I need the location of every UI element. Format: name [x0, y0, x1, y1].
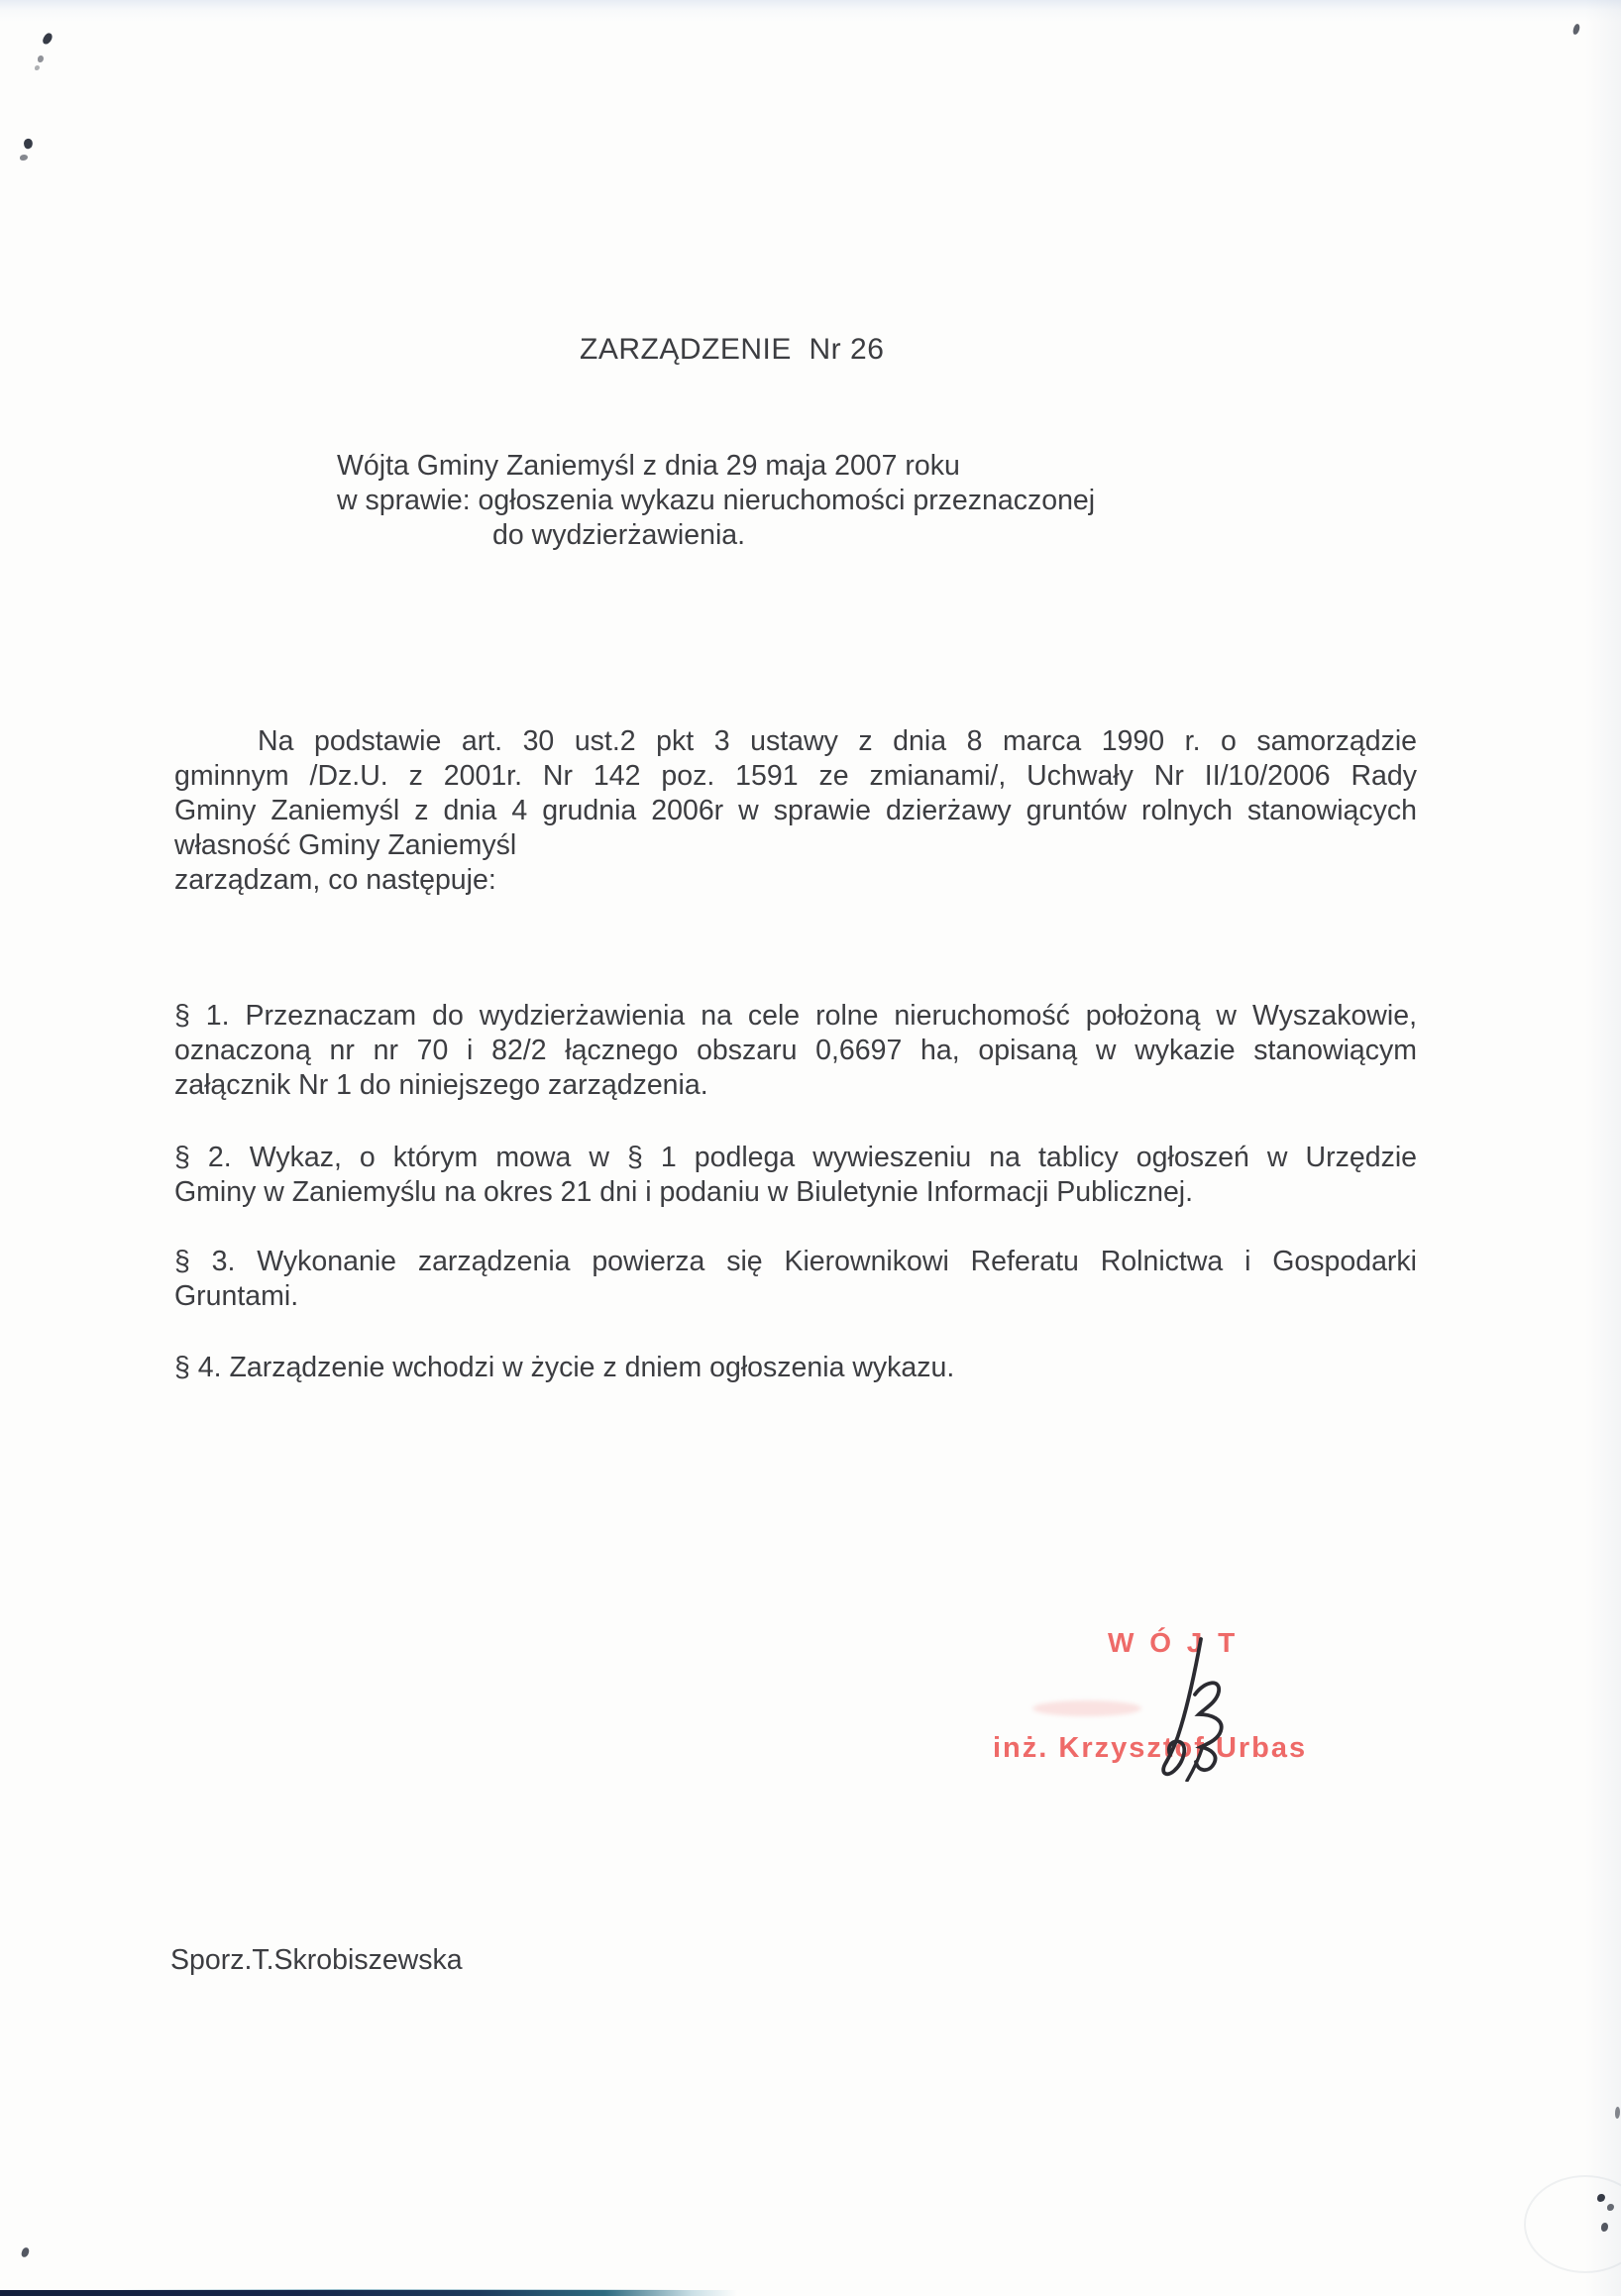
document-title: ZARZĄDZENIE Nr 26	[580, 333, 885, 366]
preamble-line: Na podstawie art. 30 ust.2 pkt 3 ustawy z dnia 8 marca 1990 r. o samorządzie	[258, 725, 1417, 757]
ordaining-clause: zarządzam, co następuje:	[174, 864, 496, 896]
ink-speck	[1572, 23, 1580, 35]
section-1-paragraph	[174, 999, 1417, 1103]
ink-speck	[20, 155, 28, 161]
ink-speck	[21, 2246, 30, 2257]
section-line: § 4. Zarządzenie wchodzi w życie z dniem ogłoszenia wykazu.	[174, 1352, 955, 1383]
preamble-line: Gminy Zaniemyśl z dnia 4 grudnia 2006r w sprawie dzierżawy gruntów rolnych stanowiących	[174, 795, 1417, 826]
handwritten-signature	[1135, 1635, 1246, 1782]
section-line: Gminy w Zaniemyślu na okres 21 dni i podaniu w Biuletynie Informacji Publicznej.	[174, 1176, 1194, 1208]
stamp-ink-smudge	[1032, 1700, 1141, 1716]
section-line: Gruntami.	[174, 1280, 299, 1312]
section-line: § 2. Wykaz, o którym mowa w § 1 podlega wywieszeniu na tablicy ogłoszeń w Urzędzie	[174, 1142, 1417, 1173]
ink-speck	[42, 32, 54, 46]
subject-line-2: w sprawie: ogłoszenia wykazu nieruchomości przeznaczonej	[337, 485, 1096, 516]
prepared-by-note: Sporz.T.Skrobiszewska	[170, 1944, 463, 1976]
preamble-paragraph	[174, 724, 1417, 898]
subject-line-1: Wójta Gminy Zaniemyśl z dnia 29 maja 2007 roku	[337, 450, 960, 482]
section-line: załącznik Nr 1 do niniejszego zarządzenia.	[174, 1069, 708, 1101]
section-3-paragraph	[174, 1245, 1417, 1314]
wojt-stamp-title: W Ó J T	[1108, 1627, 1240, 1658]
document-subject-block	[337, 449, 1130, 553]
ink-speck	[38, 55, 44, 62]
signatory-name-stamp: inż. Krzysztof Urbas	[993, 1732, 1308, 1764]
section-line: § 3. Wykonanie zarządzenia powierza się Kierownikowi Referatu Rolnictwa i Gospodarki	[174, 1246, 1417, 1277]
section-line: oznaczoną nr nr 70 i 82/2 łącznego obszaru 0,6697 ha, opisaną w wykazie stanowiącym	[174, 1035, 1417, 1066]
scan-edge-shading	[1585, 0, 1621, 2296]
scan-noise-band	[0, 0, 1621, 22]
subject-line-3: do wydzierżawienia.	[492, 519, 746, 551]
scan-watermark-arc	[1524, 2175, 1621, 2273]
ink-speck	[35, 65, 40, 70]
ink-speck	[23, 138, 35, 150]
preamble-line: gminnym /Dz.U. z 2001r. Nr 142 poz. 1591 ze zmianami/, Uchwały Nr II/10/2006 Rady	[174, 760, 1417, 792]
section-line: § 1. Przeznaczam do wydzierżawienia na cele rolne nieruchomość położoną w Wyszakowie,	[174, 1000, 1417, 1032]
scan-edge-dark-bar	[0, 2290, 737, 2296]
section-2-paragraph	[174, 1141, 1417, 1210]
section-4-paragraph	[174, 1351, 1417, 1385]
preamble-line: własność Gminy Zaniemyśl	[174, 829, 517, 861]
